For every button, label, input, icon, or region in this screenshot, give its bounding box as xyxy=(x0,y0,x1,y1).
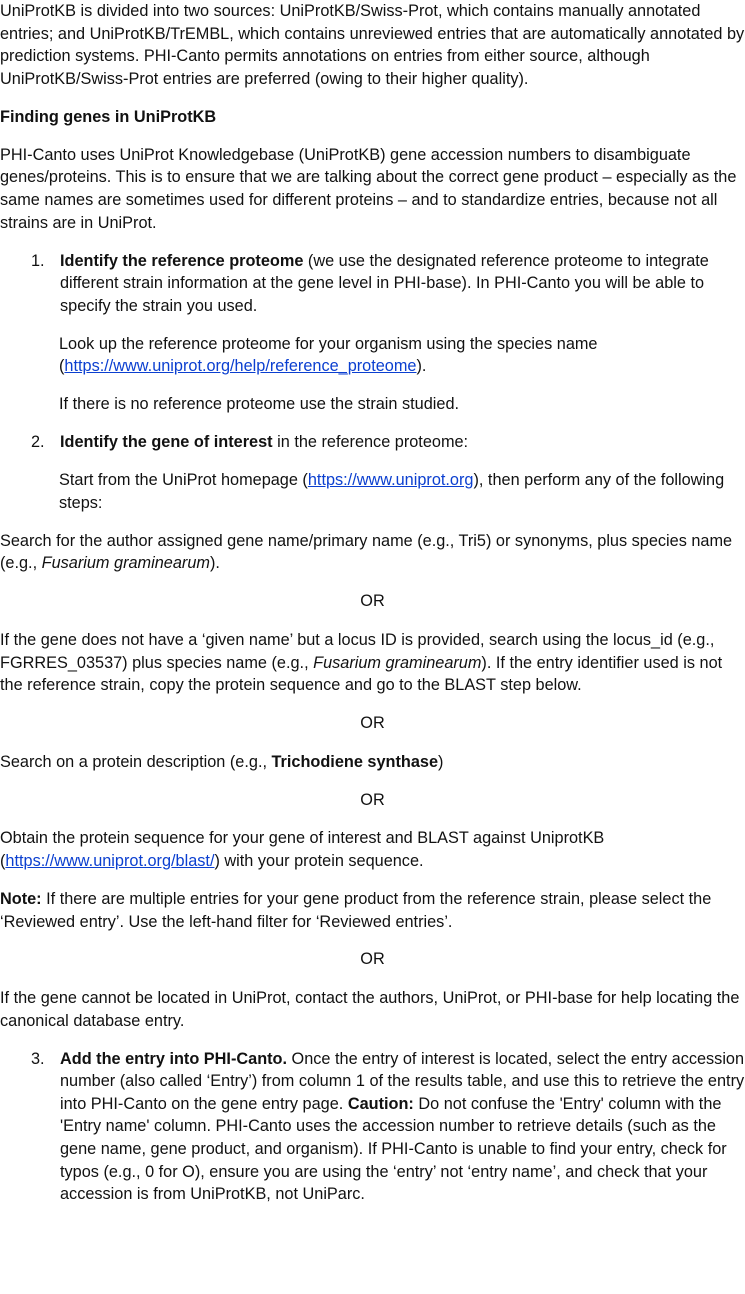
step-2 xyxy=(0,431,745,454)
species-name: Fusarium graminearum xyxy=(41,554,210,573)
uniprot-homepage-link[interactable]: https://www.uniprot.org xyxy=(307,471,474,490)
or-separator: OR xyxy=(360,950,385,969)
search-locus-id: If the gene does not have a ‘given name’ but a locus ID is provided, search using the locus_id (e.g., FGRRES_03537) plus species name (e.g., Fusarium graminearum). If the entry identifier used is not the reference strain, copy the protein sequence and go to the BLAST step below. xyxy=(0,630,723,695)
not-found-instruction: If the gene cannot be located in UniProt, contact the authors, UniProt, or PHI-base for help locating the canonical database entry. xyxy=(0,989,740,1030)
step-3-title: Add the entry into PHI-Canto. xyxy=(60,1049,288,1068)
intro-paragraph: UniProtKB is divided into two sources: UniProtKB/Swiss-Prot, which contains manually annotated entries; and UniProtKB/TrEMBL, which contains unreviewed entries that are automatically annotated by prediction systems. PHI-Canto permits annotations on entries from either source, although UniProtKB/Swiss-Prot entries are preferred (owing to their higher quality). xyxy=(0,2,745,88)
caution-label: Caution: xyxy=(347,1094,414,1113)
step-2-title: Identify the gene of interest xyxy=(60,433,273,452)
or-separator: OR xyxy=(360,714,385,733)
step-1 xyxy=(0,250,745,318)
section-heading: Finding genes in UniProtKB xyxy=(0,107,217,126)
step-1-number: 1. xyxy=(31,251,45,270)
step-2-text: in the reference proteome: xyxy=(272,433,469,452)
reference-proteome-link[interactable]: https://www.uniprot.org/help/reference_proteome xyxy=(64,357,417,376)
step-3-number: 3. xyxy=(31,1049,45,1068)
species-name: Fusarium graminearum xyxy=(313,653,482,672)
search-description: Search on a protein description (e.g., Trichodiene synthase) xyxy=(0,752,444,771)
or-separator: OR xyxy=(360,592,385,611)
step-2-number: 2. xyxy=(31,433,45,452)
description-example: Trichodiene synthase xyxy=(271,752,439,771)
uniprot-homepage-instruction: Start from the UniProt homepage (https://www.uniprot.org), then perform any of the following steps: xyxy=(59,471,725,512)
no-reference-note: If there is no reference proteome use the strain studied. xyxy=(59,395,460,414)
note-label: Note: xyxy=(0,889,42,908)
uniprot-blast-link[interactable]: https://www.uniprot.org/blast/ xyxy=(5,851,215,870)
or-separator: OR xyxy=(360,790,385,809)
overview-paragraph: PHI-Canto uses UniProt Knowledgebase (UniProtKB) gene accession numbers to disambiguate genes/proteins. This is to ensure that we are talking about the correct gene product – especially as the same names are sometimes used for different proteins – and to standardize entries, because not all strains are in UniProt. xyxy=(0,145,737,232)
step-1-text: (we use the designated reference proteome to integrate different strain information at the gene level in PHI-base). In PHI-Canto you will be able to specify the strain you used. xyxy=(60,251,709,315)
reviewed-entry-note: Note: If there are multiple entries for your gene product from the reference strain, please select the ‘Reviewed entry’. Use the left-hand filter for ‘Reviewed entries’. xyxy=(0,889,712,931)
blast-instruction: Obtain the protein sequence for your gene of interest and BLAST against UniprotKB (https://www.uniprot.org/blast/) with your protein sequence. xyxy=(0,829,605,870)
search-gene-name: Search for the author assigned gene name/primary name (e.g., Tri5) or synonyms, plus species name (e.g., Fusarium graminearum). xyxy=(0,531,733,573)
step-1-title: Identify the reference proteome xyxy=(60,251,304,270)
reference-proteome-lookup: Look up the reference proteome for your organism using the species name (https://www.uniprot.org/help/reference_proteome). xyxy=(59,334,598,376)
step-3: 3. Add the entry into PHI-Canto. Once the entry of interest is located, select the entry accession number (also called ‘Entry’) from column 1 of the results table, and use this to retrieve the entry into PHI-Canto on the gene entry page. Caution: Do not confuse the 'Entry' column with the 'Entry name' column. PHI-Canto uses the accession number to retrieve details (such as the gene name, gene product, and organism). If PHI-Canto is unable to find your entry, check for typos (e.g., 0 for O), ensure you are using the ‘entry’ not ‘entry name’, and check that your accession is from UniProtKB, not UniParc. xyxy=(31,1049,745,1204)
